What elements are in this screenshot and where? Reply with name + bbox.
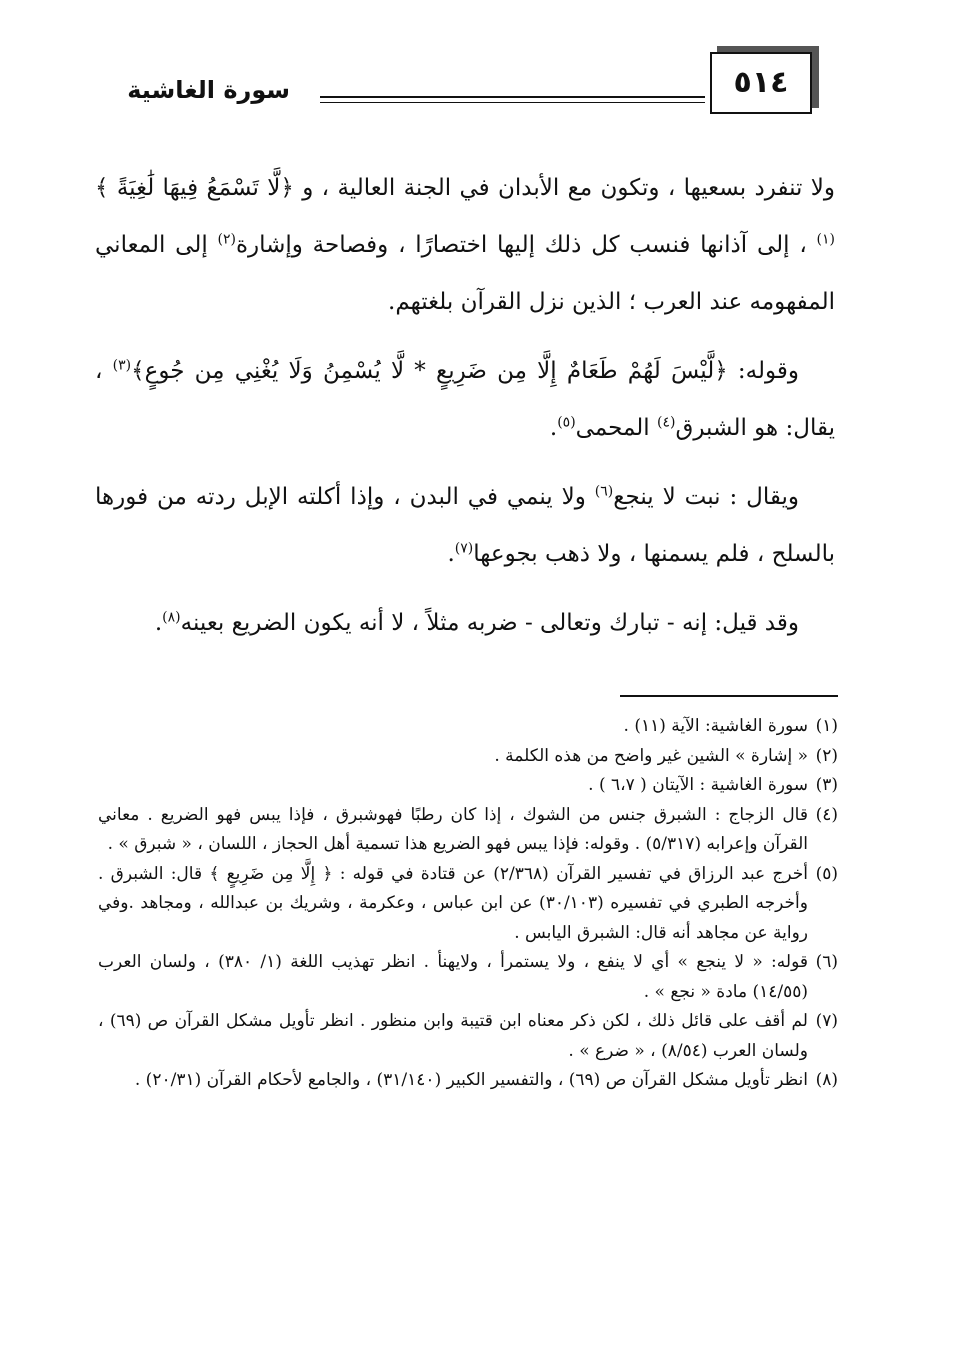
footnote-text: لم أقف على قائل ذلك ، لكن ذكر معناه ابن قتيبة وابن منظور . انظر تأويل مشكل القرآن ص (٦٩) ، ولسان العرب (٨/٥٤) ، « ضرع » . (98, 1011, 808, 1061)
paragraph-1 (95, 160, 835, 331)
text-run: ، إلى آذانها فنسب كل ذلك إليها اختصارًا ، وفصاحة وإشارة (235, 232, 817, 258)
footnote-number: (٤) (815, 804, 838, 825)
footnote-3 (98, 771, 838, 801)
main-text (95, 160, 835, 664)
footnote-6 (98, 948, 838, 1007)
header-rule-thin (320, 102, 705, 103)
footnote-ref-3[interactable]: (٣) (112, 357, 132, 374)
footnote-text: سورة الغاشية: الآية (١١) . (623, 716, 808, 736)
header-rule (320, 96, 705, 98)
footnote-2 (98, 742, 838, 772)
footnote-1 (98, 712, 838, 742)
text-run: . (447, 541, 455, 567)
footnote-8 (98, 1066, 838, 1096)
paragraph-4 (95, 595, 835, 652)
text-run: إلى المعاني المفهومه عند العرب ؛ الذين نزل القرآن بلغتهم. (95, 232, 835, 315)
footnote-text: سورة الغاشية : الآيتان ( ٦،٧ ) . (588, 775, 808, 795)
text-run: وقوله: ﴿لَّيْسَ لَهُمْ طَعَامٌ إِلَّا مِن ضَرِيعٍ * لَّا يُسْمِنُ وَلَا يُغْنِي مِن جُوعٍ﴾ (131, 358, 799, 384)
footnote-text: أخرج عبد الرزاق في تفسير القرآن (٢/٣٦٨) عن قتادة في قوله : ﴿ إِلَّا مِن ضَرِيعٍ ﴾ قال: الشبرق . وأخرجه الطبري في تفسيره (٣٠/١٠٣) عن ابن عباس ، وعكرمة ، وشريك بن عبدالله ، ومجاهد .وفي رواية عن مجاهد أنه قال: الشبرق اليابس . (98, 863, 808, 943)
running-title: سورة الغاشية (127, 76, 290, 104)
footnote-ref-4[interactable]: (٤) (657, 414, 676, 431)
text-run: . (154, 610, 163, 636)
footnote-number: (٣) (815, 775, 838, 795)
text-run: المحمى (575, 415, 657, 441)
footnote-text: « إشارة » الشين غير واضح من هذه الكلمة . (494, 745, 808, 766)
footnote-ref-8[interactable]: (٨) (162, 609, 181, 626)
footnote-4 (98, 801, 838, 860)
footnote-text: انظر تأويل مشكل القرآن ص (٦٩) ، والتفسير الكبير (٣١/١٤٠) ، والجامع لأحكام القرآن (٢٠/٣١) . (134, 1070, 808, 1090)
footnote-5 (98, 860, 838, 949)
paragraph-3 (95, 469, 835, 583)
footnote-number: (٥) (815, 863, 838, 884)
page-number-box (710, 52, 812, 114)
footnote-ref-7[interactable]: (٧) (454, 540, 474, 557)
footnotes (98, 712, 838, 1096)
footnote-number: (٢) (815, 745, 838, 766)
text-run: ولا تنفرد بسعيها ، وتكون مع الأبدان في الجنة العالية ، و ﴿لَّا تَسْمَعُ فِيهَا لَٰغِيَةً ﴾ (95, 175, 835, 201)
paragraph-2 (95, 343, 835, 457)
footnote-ref-2[interactable]: (٢) (217, 231, 236, 248)
page-header (90, 52, 830, 112)
footnote-number: (٧) (815, 1011, 838, 1031)
footnote-number: (١) (815, 716, 838, 736)
page-number: ٥١٤ (733, 65, 789, 100)
footnote-text: قال الزجاج : الشبرق جنس من الشوك ، إذا كان رطبًا فهوشبرق ، فإذا يبس فهو الضريع . معاني القرآن وإعرابه (٥/٣١٧) . وقوله: فإذا يبس فهو الضريع هذا تسمية أهل الحجاز ، اللسان ، « شبرق » . (98, 804, 808, 854)
text-run: ولا ينمي في البدن ، وإذا أكلته الإبل ردته من فورها بالسلح ، فلم يسمنها ، ولا ذهب بجوعها (95, 484, 835, 567)
footnote-number: (٦) (815, 952, 838, 972)
text-run: ويقال : نبت لا ينجع (613, 484, 799, 510)
footnote-ref-1[interactable]: (١) (816, 231, 835, 248)
text-run: وقد قيل: إنه - تبارك وتعالى - ضربه مثلاً ، لا أنه يكون الضريع بعينه (180, 610, 799, 636)
text-run: ، يقال: هو الشبرق (95, 358, 835, 441)
text-run: . (549, 415, 558, 441)
footnote-text: قوله: « لا ينجع » أي لا ينفع ، ولا يستمرأ ، ولايهنأ . انظر تهذيب اللغة (١/ ٣٨٠) ، ولسان العرب (١٤/٥٥) مادة « نجع » . (98, 952, 808, 1002)
footnote-separator (620, 695, 838, 697)
footnote-ref-6[interactable]: (٦) (594, 483, 614, 500)
footnote-7 (98, 1007, 838, 1066)
footnote-ref-5[interactable]: (٥) (557, 414, 576, 431)
footnote-number: (٨) (815, 1070, 838, 1090)
